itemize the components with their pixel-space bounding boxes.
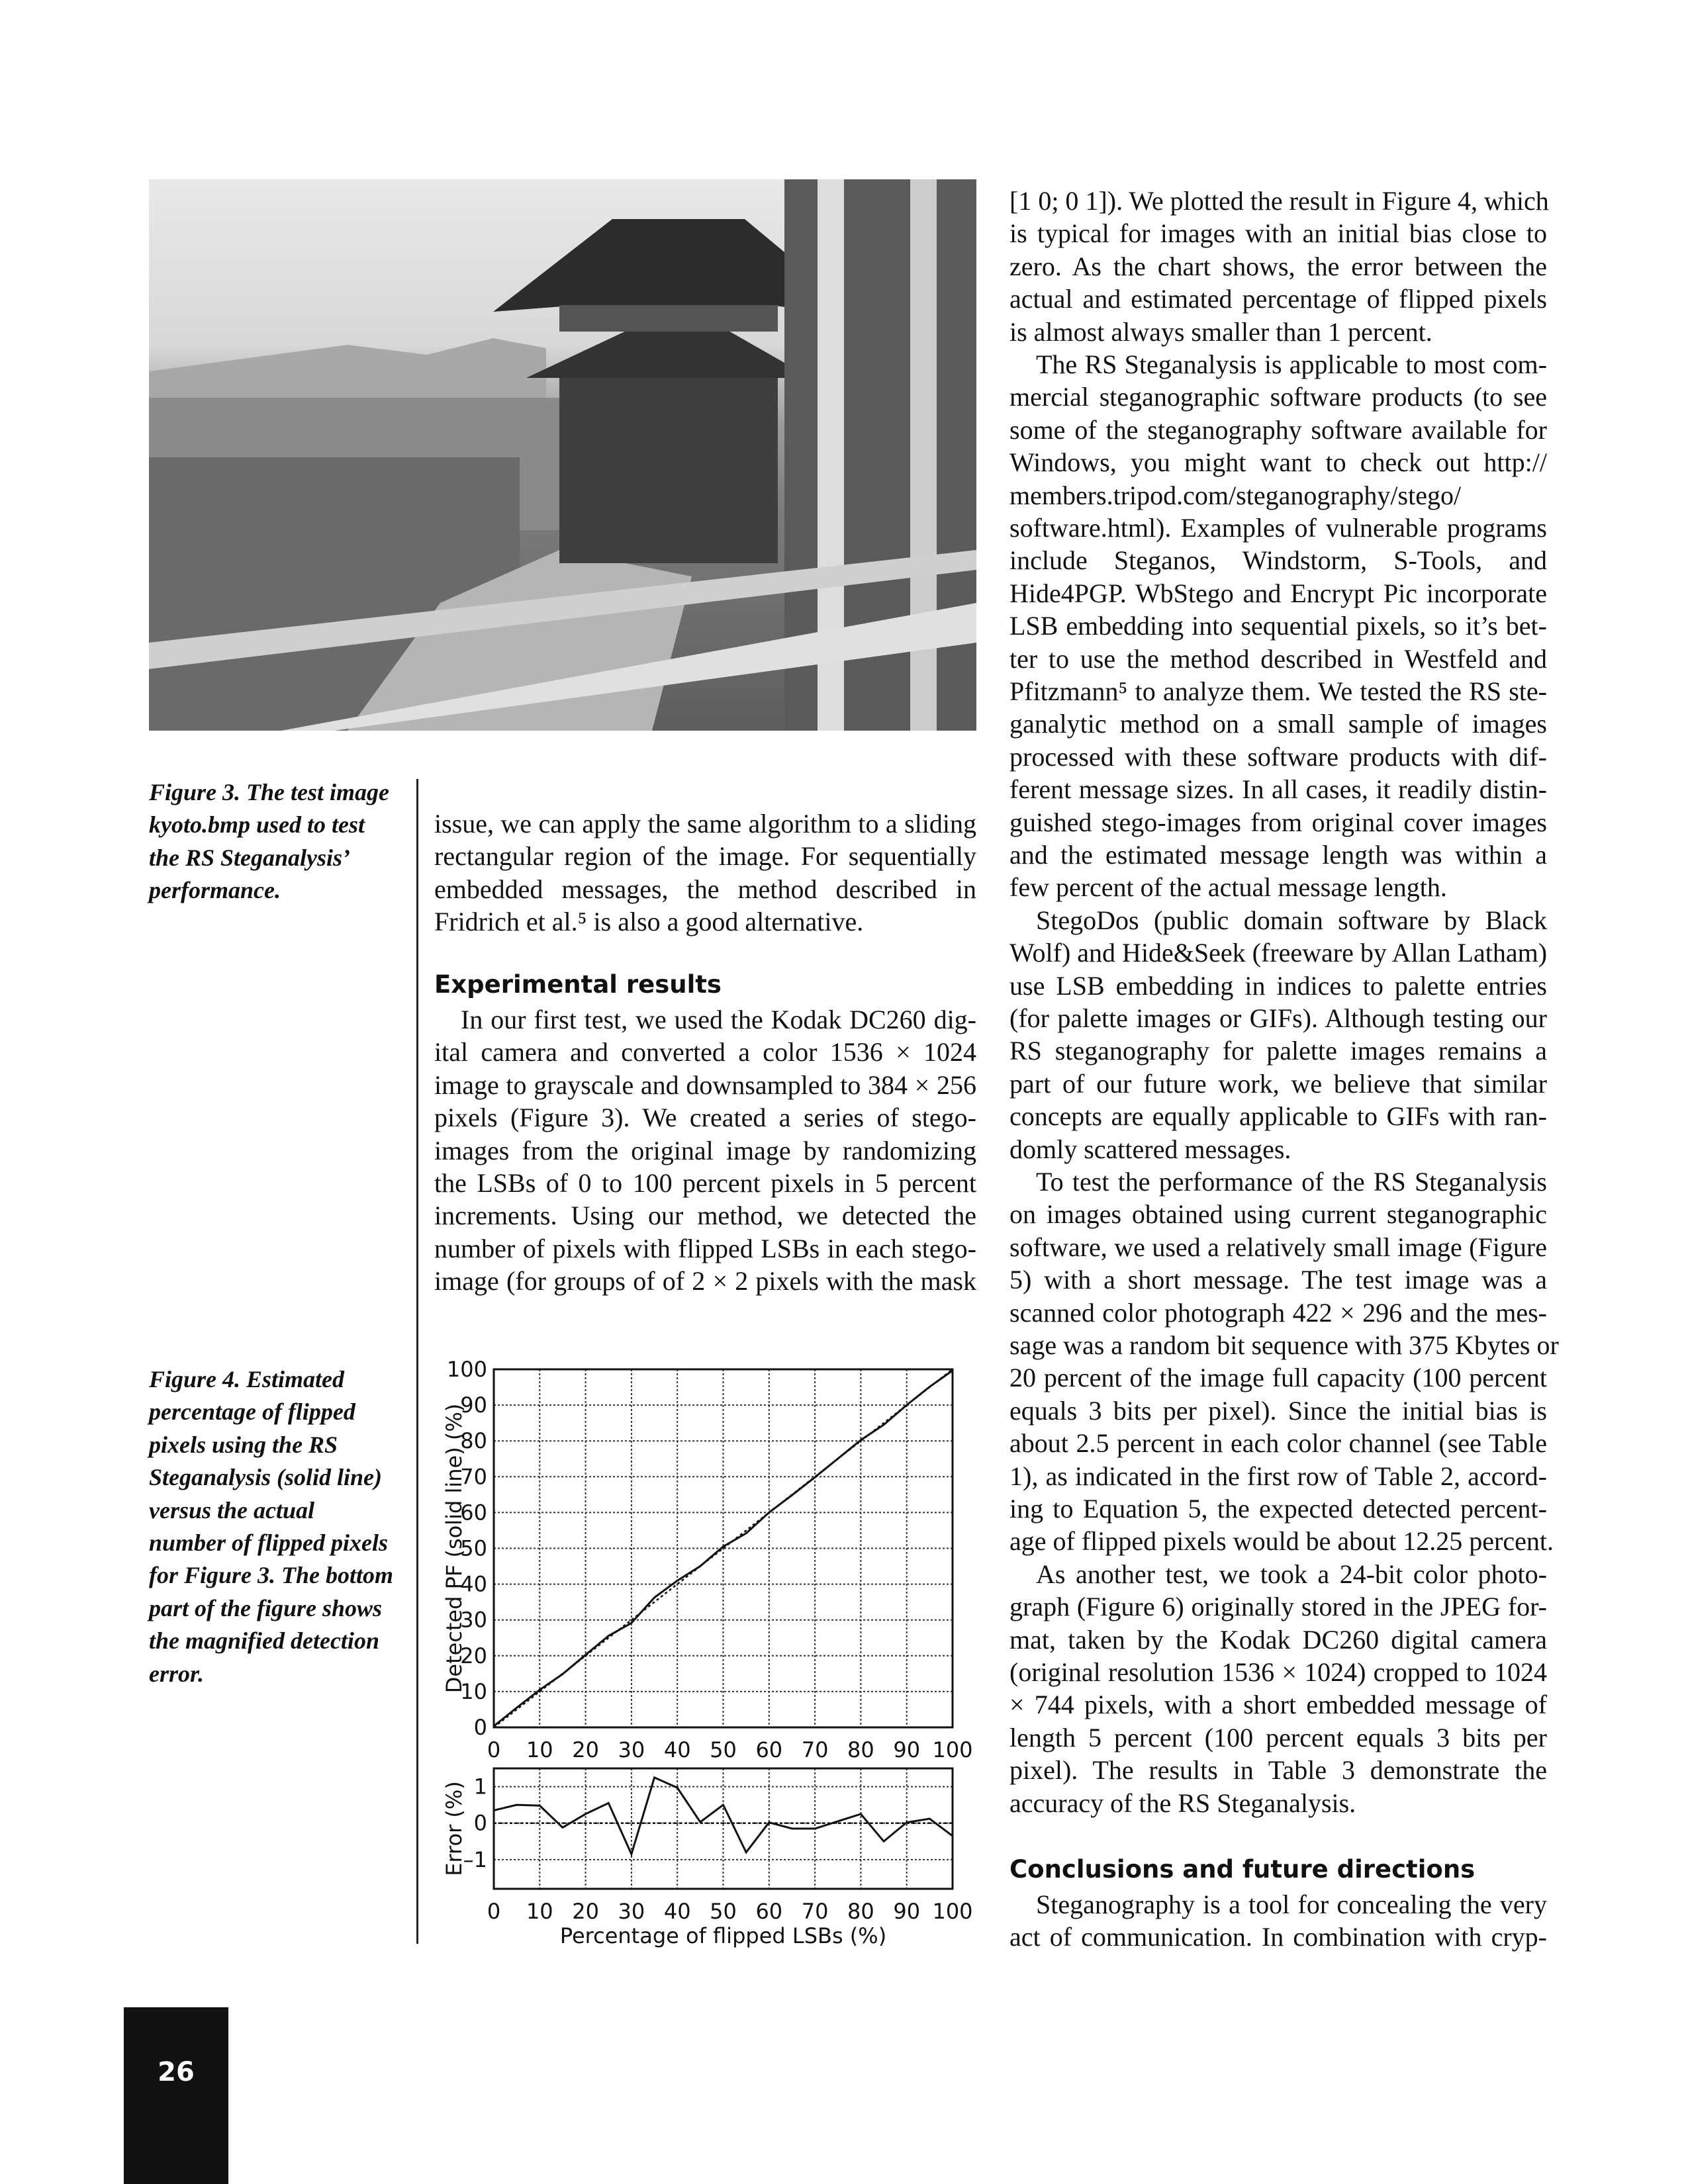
- body-text-line: Wolf) and Hide&Seek (freeware by Allan Latham): [1009, 938, 1548, 968]
- x-tick-label: 20: [572, 1899, 599, 1924]
- body-text-line: embedded messages, the method described in: [434, 874, 976, 904]
- body-text-line: ing to Equation 5, the expected detected percent-: [1009, 1494, 1547, 1524]
- body-text-line: rectangular region of the image. For sequentially: [434, 841, 976, 872]
- y-tick-label: 20: [460, 1643, 487, 1668]
- body-text-line: image to grayscale and downsampled to 384 × 256: [434, 1069, 976, 1100]
- figure-4-caption-line: percentage of flipped: [149, 1398, 355, 1426]
- body-text-line: StegoDos (public domain software by Black: [1036, 905, 1547, 935]
- body-text-line: scanned color photograph 422 × 296 and the mes-: [1009, 1297, 1547, 1328]
- y-tick-label: 60: [460, 1500, 487, 1525]
- body-text-line: In our first test, we used the Kodak DC260 dig-: [461, 1005, 976, 1034]
- body-text-line: To test the performance of the RS Steganalysis: [1036, 1167, 1547, 1197]
- body-text-line: some of the steganography software available for: [1009, 414, 1547, 445]
- body-text-line: sage was a random bit sequence with 375 Kbytes or: [1009, 1330, 1559, 1360]
- body-text-line: × 744 pixels, with a short embedded message of: [1009, 1690, 1547, 1720]
- body-text-line: ganalytic method on a small sample of images: [1009, 709, 1547, 739]
- body-text-line: The RS Steganalysis is applicable to most com-: [1036, 349, 1547, 379]
- x-tick-label: 100: [932, 1737, 973, 1762]
- x-tick-label: 10: [526, 1899, 553, 1924]
- body-text-line: image (for groups of of 2 × 2 pixels with the mask: [434, 1266, 976, 1297]
- x-tick-label: 30: [618, 1899, 645, 1924]
- body-text-line: number of pixels with flipped LSBs in each stego-: [434, 1233, 976, 1263]
- body-text-line: (original resolution 1536 × 1024) cropped to 1024: [1009, 1657, 1547, 1687]
- section-heading-experimental-results: Experimental results: [434, 970, 722, 999]
- body-text-line: is typical for images with an initial bias close to: [1009, 218, 1547, 249]
- x-tick-label: 80: [847, 1899, 874, 1924]
- body-text-line: LSB embedding into sequential pixels, so it’s bet-: [1009, 611, 1547, 641]
- y-tick-label: –1: [463, 1846, 487, 1872]
- figure-4-caption-line: Figure 4. Estimated: [149, 1366, 345, 1392]
- body-text-line: software, we used a relatively small image (Figure: [1009, 1232, 1547, 1262]
- body-text-line: part of our future work, we believe that similar: [1009, 1068, 1547, 1099]
- figure-3-caption-line: performance.: [149, 877, 281, 904]
- body-text-line: members.tripod.com/steganography/stego/: [1009, 480, 1462, 510]
- x-tick-label: 0: [487, 1737, 501, 1762]
- y-tick-label: 80: [460, 1428, 487, 1454]
- y-axis-label: Error (%): [442, 1781, 467, 1876]
- body-text-line: 20 percent of the image full capacity (100 percent: [1009, 1363, 1547, 1393]
- y-tick-label: 70: [460, 1464, 487, 1490]
- body-text-line: concepts are equally applicable to GIFs with ran-: [1009, 1101, 1547, 1132]
- x-axis-label: Percentage of flipped LSBs (%): [559, 1923, 887, 1948]
- y-tick-label: 0: [473, 1715, 487, 1740]
- body-text-line: equals 3 bits per pixel). Since the initial bias is: [1009, 1395, 1547, 1426]
- body-text-line: and the estimated message length was within a: [1009, 840, 1547, 870]
- figure-4-caption-line: number of flipped pixels: [149, 1529, 388, 1556]
- y-tick-label: 10: [460, 1678, 487, 1704]
- y-tick-label: 40: [460, 1571, 487, 1597]
- body-text-line: is almost always smaller than 1 percent.: [1009, 316, 1432, 347]
- y-tick-label: 50: [460, 1535, 487, 1561]
- x-tick-label: 70: [801, 1899, 829, 1924]
- body-text-line: Steganography is a tool for concealing the very: [1036, 1889, 1547, 1919]
- body-text-line: graph (Figure 6) originally stored in the JPEG for-: [1009, 1592, 1547, 1622]
- figure-4-caption-line: versus the actual: [149, 1496, 315, 1524]
- y-tick-label: 0: [473, 1810, 487, 1836]
- page-number-box: [124, 2007, 228, 2184]
- x-tick-label: 100: [932, 1899, 973, 1924]
- body-text-line: software.html). Examples of vulnerable programs: [1009, 513, 1547, 543]
- figure-4-caption-line: error.: [149, 1660, 205, 1687]
- body-text-line: include Steganos, Windstorm, S-Tools, and: [1009, 545, 1547, 576]
- body-text-line: actual and estimated percentage of flipped pixels: [1009, 284, 1547, 314]
- body-text-line: on images obtained using current steganographic: [1009, 1199, 1547, 1230]
- x-tick-label: 60: [755, 1899, 783, 1924]
- figure-4-caption-line: the magnified detection: [149, 1627, 379, 1655]
- y-tick-label: 100: [446, 1357, 487, 1382]
- body-text-line: processed with these software products with dif-: [1009, 741, 1547, 772]
- body-text-line: domly scattered messages.: [1009, 1134, 1291, 1164]
- body-text-line: Pfitzmann⁵ to analyze them. We tested the RS ste-: [1009, 676, 1547, 706]
- body-text-line: (for palette images or GIFs). Although testing our: [1009, 1003, 1547, 1033]
- body-text-line: ferent message sizes. In all cases, it readily distin-: [1009, 774, 1547, 805]
- body-text-line: pixel). The results in Table 3 demonstrate the: [1009, 1755, 1547, 1786]
- x-tick-label: 90: [893, 1899, 921, 1924]
- x-tick-label: 80: [847, 1737, 874, 1762]
- x-tick-label: 0: [487, 1899, 501, 1924]
- x-tick-label: 50: [710, 1899, 737, 1924]
- figure-4-caption-line: Steganalysis (solid line): [149, 1464, 383, 1491]
- body-text-line: 5) with a short message. The test image was a: [1009, 1265, 1547, 1295]
- body-text-line: the LSBs of 0 to 100 percent pixels in 5 percent: [434, 1168, 976, 1198]
- x-tick-label: 40: [663, 1899, 691, 1924]
- body-text-line: pixels (Figure 3). We created a series of stego-: [434, 1103, 976, 1133]
- x-tick-label: 40: [663, 1737, 691, 1762]
- body-text-line: use LSB embedding in indices to palette entries: [1009, 970, 1547, 1001]
- body-text-line: about 2.5 percent in each color channel (see Table: [1009, 1428, 1547, 1459]
- body-text-line: few percent of the actual message length.: [1009, 872, 1447, 903]
- body-text-line: ter to use the method described in Westfeld and: [1009, 643, 1547, 674]
- x-tick-label: 90: [893, 1737, 921, 1762]
- figure-4-caption-line: for Figure 3. The bottom: [149, 1562, 394, 1589]
- x-tick-label: 70: [801, 1737, 829, 1762]
- body-text-line: length 5 percent (100 percent equals 3 bits per: [1009, 1722, 1547, 1752]
- body-text-line: mat, taken by the Kodak DC260 digital camera: [1009, 1624, 1547, 1655]
- section-heading-conclusions: Conclusions and future directions: [1009, 1855, 1476, 1884]
- body-text-line: act of communication. In combination with cryp-: [1009, 1922, 1547, 1952]
- body-text-line: zero. As the chart shows, the error between the: [1009, 251, 1547, 281]
- body-text-line: [1 0; 0 1]). We plotted the result in Figure 4, which: [1009, 186, 1549, 216]
- body-text-line: As another test, we took a 24-bit color photo-: [1036, 1559, 1547, 1589]
- body-text-line: images from the original image by randomizing: [434, 1135, 976, 1165]
- figure-3-caption-line: Figure 3. The test image: [149, 779, 389, 805]
- figure-3-caption-line: the RS Steganalysis’: [149, 844, 351, 871]
- x-tick-label: 10: [526, 1737, 553, 1762]
- x-tick-label: 30: [618, 1737, 645, 1762]
- body-text-line: age of flipped pixels would be about 12.25 percent.: [1009, 1526, 1554, 1557]
- x-tick-label: 50: [710, 1737, 737, 1762]
- body-text-line: RS steganography for palette images remains a: [1009, 1036, 1547, 1066]
- x-tick-label: 20: [572, 1737, 599, 1762]
- body-text-line: increments. Using our method, we detected the: [434, 1201, 976, 1231]
- body-text-line: Windows, you might want to check out http://: [1009, 447, 1547, 478]
- figure-4-caption-line: pixels using the RS: [149, 1431, 338, 1458]
- x-tick-label: 60: [755, 1737, 783, 1762]
- body-text-line: 1), as indicated in the first row of Table 2, accord-: [1009, 1461, 1547, 1491]
- y-tick-label: 30: [460, 1607, 487, 1633]
- body-text-line: guished stego-images from original cover images: [1009, 807, 1547, 837]
- body-text-line: ital camera and converted a color 1536 × 1024: [434, 1037, 976, 1068]
- figure-4-caption-line: part of the figure shows: [149, 1594, 383, 1621]
- body-text-line: Fridrich et al.⁵ is also a good alternative.: [434, 907, 864, 937]
- figure-3-caption-line: kyoto.bmp used to test: [149, 811, 365, 839]
- y-tick-label: 90: [460, 1392, 487, 1418]
- body-text-line: accuracy of the RS Steganalysis.: [1009, 1788, 1356, 1818]
- y-tick-label: 1: [473, 1774, 487, 1799]
- body-text-line: mercial steganographic software products (to see: [1009, 382, 1547, 412]
- page-number: 26: [158, 2057, 195, 2087]
- body-text-line: Hide4PGP. WbStego and Encrypt Pic incorporate: [1009, 578, 1547, 608]
- y-axis-label: Detected PF (solid line) (%): [442, 1403, 467, 1694]
- body-text-line: issue, we can apply the same algorithm to a sliding: [434, 809, 976, 839]
